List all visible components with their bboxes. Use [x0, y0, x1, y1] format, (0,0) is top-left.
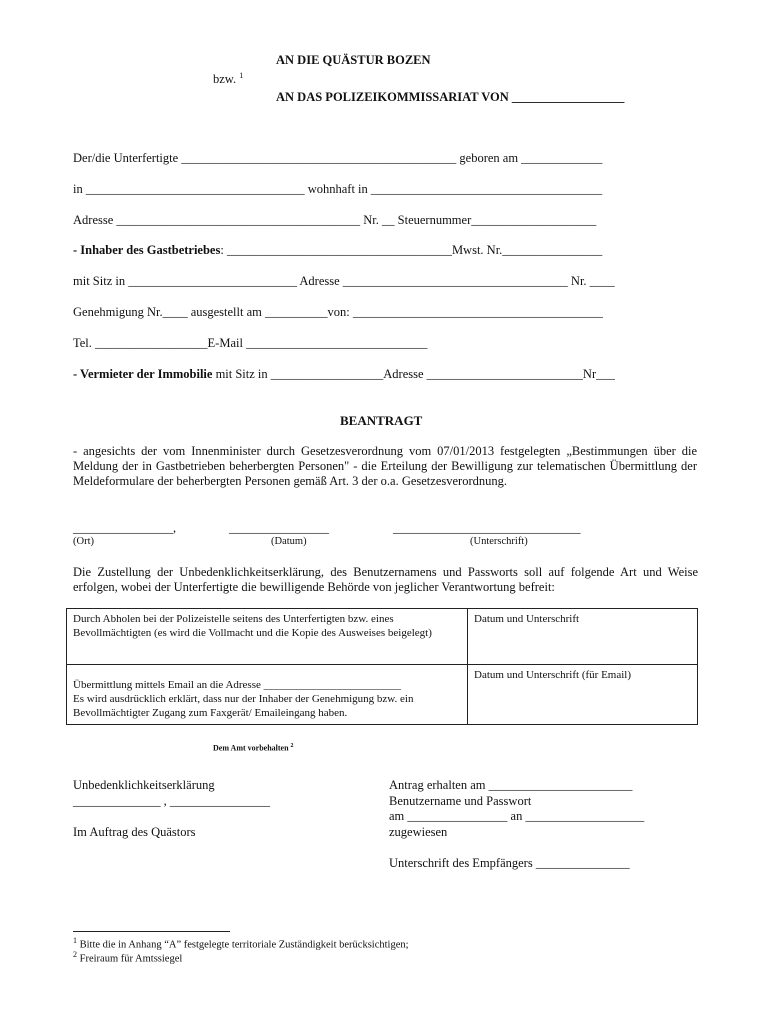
header-questura: AN DIE QUÄSTUR BOZEN: [276, 53, 431, 67]
place-blank: ________________,: [73, 521, 177, 535]
recipient-signature-line: Unterschrift des Empfängers _______________: [389, 856, 630, 870]
form-line-undersigned: Der/die Unterfertigte ____________________________________________ geboren am _____________: [73, 151, 603, 165]
option-email-signature: [468, 665, 698, 725]
form-line-contact: Tel. __________________E-Mail _____________________________: [73, 336, 428, 350]
footnote-ref-1: 1: [239, 71, 244, 80]
credentials-line: Benutzername und Passwort: [389, 794, 532, 808]
footnote-2-num: 2: [73, 950, 77, 959]
landlord-rest: mit Sitz in __________________Adresse _________________________Nr___: [212, 367, 615, 381]
place-label: (Ort): [73, 536, 94, 547]
option-pickup-signature: [468, 609, 698, 665]
delivery-text: Die Zustellung der Unbedenklichkeitserklärung, des Benutzernamens und Passworts soll auf folgende Art und Weise erfolgen, wobei der Unterfertigte die bewilligende Behörde von jeglicher Verantwortung befreit:: [73, 565, 698, 594]
footnote-2: [73, 950, 182, 965]
owner-label: - Inhaber des Gastbetriebes: [73, 243, 221, 257]
footnote-1-num: 1: [73, 936, 77, 945]
option-email-signature-label: Datum und Unterschrift (für Email): [474, 669, 632, 681]
option-email: [67, 665, 468, 725]
bzw-text: bzw.: [213, 72, 237, 87]
form-line-seat: mit Sitz in ___________________________ Adresse ____________________________________ Nr. ____: [73, 274, 615, 288]
option-pickup-signature-label: Datum und Unterschrift: [474, 613, 580, 625]
office-reserved: [213, 743, 294, 753]
option-pickup-text: Durch Abholen bei der Polizeistelle seitens des Unterfertigten bzw. eines Bevollmächtigten (es wird die Vollmacht und die Kopie des Ausweises beigelegt): [73, 613, 432, 639]
footnote-ref-2: 2: [290, 743, 294, 749]
form-line-address: Adresse _______________________________________ Nr. __ Steuernummer____________________: [73, 213, 597, 227]
form-line-landlord: [73, 367, 615, 382]
clearance-blank: ______________ , ________________: [73, 794, 270, 808]
signature-blank: ______________________________: [393, 521, 581, 535]
option-email-line1: Übermittlung mittels Email an die Adresse _________________________: [73, 679, 402, 691]
signature-label: (Unterschrift): [470, 536, 528, 547]
form-line-business-owner: [73, 243, 602, 258]
header-bzw: [213, 71, 243, 87]
header-police: AN DAS POLIZEIKOMMISSARIAT VON __________________: [276, 90, 625, 104]
date-blank: ________________: [229, 521, 329, 535]
received-line: Antrag erhalten am _______________________: [389, 778, 633, 792]
assigned-line: zugewiesen: [389, 825, 448, 839]
landlord-label: - Vermieter der Immobilie: [73, 367, 213, 381]
clearance-title: Unbedenklichkeitserklärung: [73, 778, 215, 792]
request-title: BEANTRAGT: [340, 413, 423, 428]
form-line-residence: in ___________________________________ wohnhaft in _____________________________________: [73, 182, 603, 196]
footnote-2-text: Freiraum für Amtssiegel: [77, 953, 183, 965]
request-text: - angesichts der vom Innenminister durch Gesetzesverordnung vom 07/01/2013 festgelegten „Bestimmungen über die Meldung der in Gastbetrieben beherbergten Personen" - die Erteilung der Bewilligung zur telematischen Übermittlung der Meldeformulare der beherbergten Personen gemäß Art. 3 der o.a. Gesetzesverordnung.: [73, 444, 697, 488]
owner-rest: : ____________________________________Mwst. Nr.________________: [220, 243, 603, 257]
table-row: [67, 609, 698, 665]
date-label: (Datum): [271, 536, 307, 547]
table-row: [67, 665, 698, 725]
footnote-divider: [73, 931, 230, 932]
footnote-1-text: Bitte die in Anhang “A” festgelegte territoriale Zuständigkeit berücksichtigen;: [77, 939, 409, 951]
option-email-line2: Es wird ausdrücklich erklärt, dass nur der Inhaber der Genehmigung bzw. ein Bevollmächtigter Zugang zum Faxgerät/ Emaileingang haben.: [73, 693, 414, 719]
form-line-license: Genehmigung Nr.____ ausgestellt am __________von: ________________________________________: [73, 305, 603, 319]
on-behalf: Im Auftrag des Quästors: [73, 825, 196, 839]
footnote-1: [73, 936, 409, 951]
option-pickup: [67, 609, 468, 665]
office-reserved-text: Dem Amt vorbehalten: [213, 743, 289, 753]
delivery-options-table: [66, 608, 698, 725]
am-an-line: am ________________ an ___________________: [389, 809, 645, 823]
